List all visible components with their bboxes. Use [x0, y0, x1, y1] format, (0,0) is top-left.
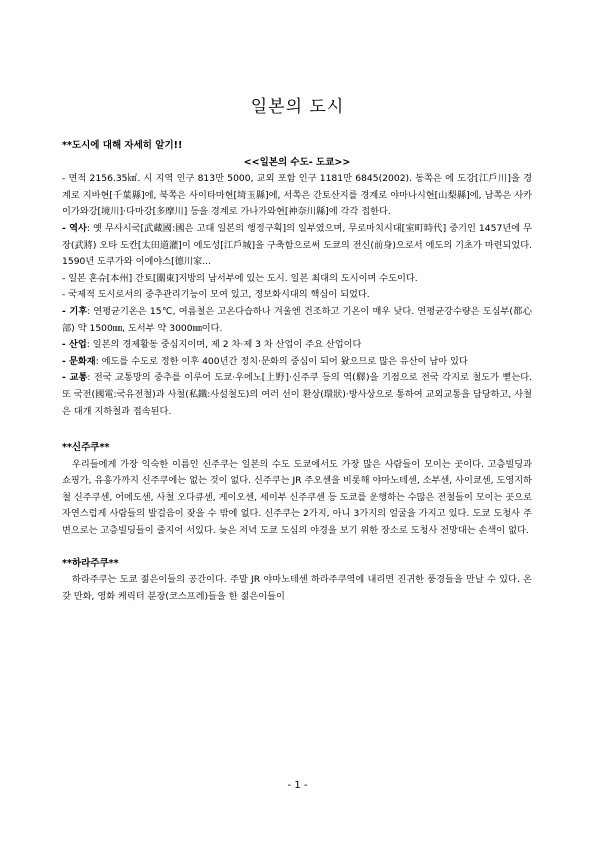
section-heading-city-details: **도시에 대해 자세히 알기!!: [62, 140, 183, 151]
section-spacer: [62, 540, 532, 556]
paragraph-history: [62, 221, 532, 271]
paragraph-label: - 역사: [62, 222, 87, 234]
paragraph-climate: [62, 304, 532, 337]
section-heading-shinjuku: **신주쿠**: [62, 442, 110, 454]
page-number: - 1 -: [287, 780, 308, 791]
paragraph-text: - 일본 혼슈[本州] 간토[關東]지방의 남서부에 있는 도시. 일본 최대의 도시이며 수도이다.: [62, 272, 418, 284]
paragraph-text: - 국제적 도시로서의 중추관리기능이 모여 있고, 정보화시대의 핵심이 되었다.: [62, 289, 370, 301]
document-body: [62, 138, 532, 605]
paragraph-international: [62, 287, 532, 304]
section-heading-harajuku: **하라주쿠**: [62, 557, 119, 569]
paragraph-industry: [62, 337, 532, 354]
paragraph-label: - 교통: [62, 372, 88, 384]
paragraph-text: - 면적 2156.35㎢. 시 지역 인구 813만 5000, 교외 포함 인구 1181만 6845(2002). 동쪽은 에 도강[江戶川]을 경계로 지바현[千葉縣]에, 북쪽은 사이타마현[埼玉縣]에, 서쪽은 간토산지를 경계로 야마나시현[山梨縣]에, 남쪽은 사카이가와강[境川]·다마강[多摩川] 등을 경계로 가나가와현[神奈川縣]에 각각 접한다.: [62, 173, 532, 218]
paragraph-location: [62, 271, 532, 288]
paragraph-harajuku: 하라주쿠는 도쿄 젊은이들의 공간이다. 주말 JR 야마노테센 하라주쿠역에 내리면 진귀한 풍경들을 만날 수 있다. 온갖 만화, 영화 케릭터 분장(코스프레)들을 한 젊은이들이: [62, 574, 532, 602]
paragraph-label: - 산업: [62, 339, 87, 351]
paragraph-label: - 문화재: [62, 355, 96, 367]
paragraph-text: : 옛 무사시국[武藏國:國은 고대 일본의 행정구획]의 일부였으며, 무로마치시대[室町時代] 중기인 1457년에 무장(武將) 오타 도칸[太田道灌]이 에도성[江戶城]을 구축함으로써 도쿄의 전신(前身)으로서 에도의 기초가 마련되었다. 1590년 도쿠가와 이에야스[德川家...: [62, 222, 532, 268]
paragraph-label: - 기후: [62, 305, 88, 317]
paragraph-shinjuku: 우리들에게 가장 익숙한 이름인 신주쿠는 일본의 수도 도쿄에서도 가장 많은 사람들이 모이는 곳이다. 고층빌딩과 쇼핑가, 유흥가까지 신주쿠에는 없는 것이 없다. 신주쿠는 JR 주오센을 비롯해 야마노테센, 소부센, 사이쿄센, 도영지하철 신주쿠센, 어에도센, 사철 오다큐센, 게이오센, 세이부 신주쿠센 등 도쿄를 운행하는 수많은 전철들이 모이는 곳으로 자연스럽게 사람들의 발걸음이 잦을 수 밖에 없다. 신주쿠는 2가지, 아니 3가지의 얼굴을 가지고 있다. 도쿄 도청사 주변으로는 고층빌딩들이 줄지어 서있다. 늦은 저녁 도쿄 도심의 야경을 보기 위한 장소로 도청사 전망대는 손색이 없다.: [62, 458, 532, 537]
paragraph-heritage: [62, 354, 532, 371]
paragraph-text: : 전국 교통망의 중추를 이루어 도쿄·우에노[上野]·신주쿠 등의 역(驛)을 기점으로 전국 각지로 철도가 뻗는다. 또 국전(國電:국유전철)과 사철(私鐵:사설철도)의 여러 선이 환상(環狀)·방사상으로 통하여 교외교통을 담당하고, 사철은 대개 지하철과 접속된다.: [62, 372, 532, 417]
section-spacer: [62, 420, 532, 440]
section-subtitle-tokyo: <<일본의 수도- 도쿄>>: [243, 156, 351, 168]
paragraph-text: : 일본의 경제활동 중심지이며, 제 2 차·제 3 차 산업이 주요 산업이다: [86, 339, 362, 351]
paragraph-text: : 연평균기온은 15℃, 여름철은 고온다습하나 겨울엔 건조하고 기온이 매우 낮다. 연평균강수량은 도심부(都心部) 약 1500㎜, 도서부 약 3000㎜이다.: [62, 305, 532, 334]
paragraph-area: [62, 171, 532, 221]
paragraph-text: : 에도를 수도로 정한 이후 400년간 정치·문화의 중심이 되어 왔으므로 많은 유산이 남아 있다: [95, 355, 468, 367]
page-title: 일본의 도시: [250, 97, 345, 117]
paragraph-transport: [62, 370, 532, 420]
